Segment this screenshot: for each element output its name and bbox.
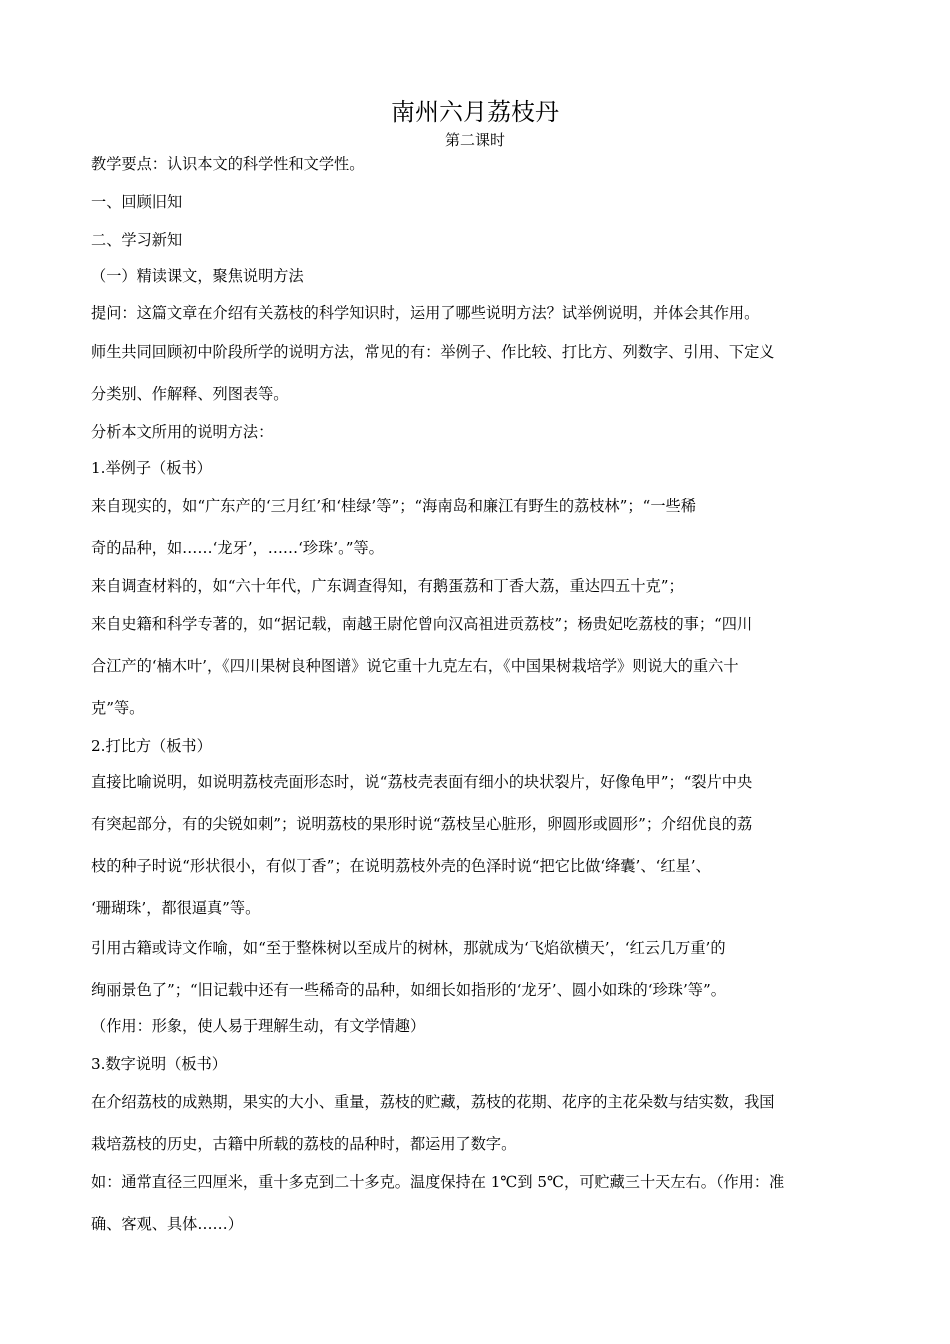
text-line: 如：通常直径三四厘米，重十多克到二十多克。温度保持在 1℃到 5℃，可贮藏三十天左右。（作用：准 xyxy=(91,1173,785,1191)
text-line: 1.举例子（板书） xyxy=(91,459,212,477)
text-line: （作用：形象，使人易于理解生动，有文学情趣） xyxy=(91,1017,426,1035)
text-line: 确、客观、具体……） xyxy=(91,1215,243,1233)
text-line: 来自史籍和科学专著的，如“据记载，南越王尉佗曾向汉高祖进贡荔枝”；杨贵妃吃荔枝的事；“四川 xyxy=(91,615,753,633)
text-line: 来自现实的，如“广东产的‘三月红’和‘桂绿’等”；“海南岛和廉江有野生的荔枝林”；“一些稀 xyxy=(91,497,696,515)
text-line: 栽培荔枝的历史，古籍中所载的荔枝的品种时，都运用了数字。 xyxy=(91,1135,517,1153)
text-line: 分析本文所用的说明方法： xyxy=(91,423,274,441)
text-line: 3.数字说明（板书） xyxy=(91,1055,227,1073)
text-line: 克”等。 xyxy=(91,699,145,717)
text-line: 有突起部分，有的尖锐如刺”；说明荔枝的果形时说“荔枝呈心脏形，卵圆形或圆形”；介绍优良的荔 xyxy=(91,815,753,833)
text-line: 教学要点：认识本文的科学性和文学性。 xyxy=(91,155,365,173)
text-line: 引用古籍或诗文作喻，如“至于整株树以至成片的树林，那就成为‘飞焰欲横天’，‘红云几万重’的 xyxy=(91,939,726,957)
text-line: （一）精读课文，聚焦说明方法 xyxy=(91,267,304,285)
text-line: 二、学习新知 xyxy=(91,231,183,249)
text-line: 2.打比方（板书） xyxy=(91,737,212,755)
page-subtitle: 第二课时 xyxy=(444,131,505,149)
text-line: 来自调查材料的，如“六十年代，广东调查得知，有鹅蛋荔和丁香大荔，重达四五十克”； xyxy=(91,577,684,595)
text-line: 枝的种子时说“形状很小，有似丁香”；在说明荔枝外壳的色泽时说“把它比做‘绛囊’、‘红星’、 xyxy=(91,857,711,875)
text-line: 提问：这篇文章在介绍有关荔枝的科学知识时，运用了哪些说明方法？试举例说明，并体会其作用。 xyxy=(91,304,760,322)
page-title: 南州六月荔枝丹 xyxy=(391,98,559,126)
text-line: 师生共同回顾初中阶段所学的说明方法，常见的有：举例子、作比较、打比方、列数字、引用、下定义 xyxy=(91,343,775,361)
text-line: 在介绍荔枝的成熟期，果实的大小、重量，荔枝的贮藏，荔枝的花期、花序的主花朵数与结实数，我国 xyxy=(91,1093,775,1111)
text-line: 一、回顾旧知 xyxy=(91,193,183,211)
text-line: 合江产的‘楠木叶’，《四川果树良种图谱》说它重十九克左右，《中国果树栽培学》则说大的重六十 xyxy=(91,657,739,675)
text-line: 绚丽景色了”；“旧记载中还有一些稀奇的品种，如细长如指形的‘龙牙’、圆小如珠的‘珍珠’等”。 xyxy=(91,981,726,999)
text-line: ‘珊瑚珠’，都很逼真”等。 xyxy=(91,899,261,917)
text-line: 分类别、作解释、列图表等。 xyxy=(91,385,289,403)
text-line: 直接比喻说明，如说明荔枝壳面形态时，说“荔枝壳表面有细小的块状裂片，好像龟甲”；“裂片中央 xyxy=(91,773,753,791)
text-line: 奇的品种，如……‘龙牙’，……‘珍珠’。”等。 xyxy=(91,539,384,557)
